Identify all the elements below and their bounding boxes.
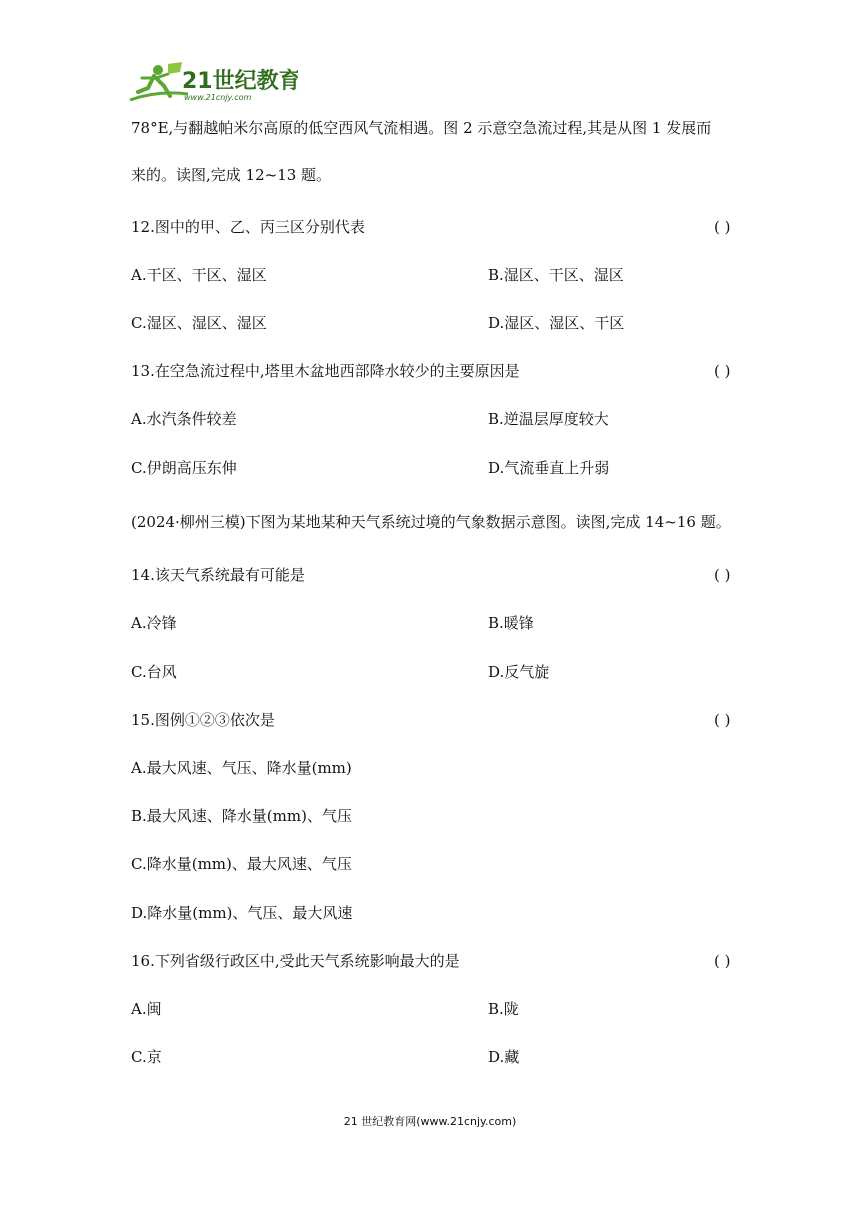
option-a: A.闽 [131,1000,162,1018]
option-b: B.逆温层厚度较大 [488,410,609,428]
option-c: C.台风 [131,663,177,681]
option-d: D.降水量(mm)、气压、最大风速 [131,904,353,922]
svg-text:www.21cnjy.com: www.21cnjy.com [184,93,252,102]
question-stem: 15.图例①②③依次是 [131,711,275,729]
answer-paren: ( ) [714,952,731,970]
option-b: B.最大风速、降水量(mm)、气压 [131,807,352,825]
page-footer: 21 世纪教育网(www.21cnjy.com) [343,1115,517,1128]
question-stem: 16.下列省级行政区中,受此天气系统影响最大的是 [131,952,460,970]
option-a: A.冷锋 [131,614,177,632]
question-stem: 12.图中的甲、乙、丙三区分别代表 [131,218,365,236]
option-d: D.湿区、湿区、干区 [488,314,625,332]
option-d: D.反气旋 [488,663,550,681]
intro-2: (2024·柳州三模)下图为某地某种天气系统过境的气象数据示意图。读图,完成 14~16 题。 [131,513,731,531]
option-a: A.干区、干区、湿区 [131,266,267,284]
intro-line-1: 78°E,与翻越帕米尔高原的低空西风气流相遇。图 2 示意空急流过程,其是从图 1 发展而 [131,119,712,137]
option-c: C.湿区、湿区、湿区 [131,314,267,332]
option-a: A.最大风速、气压、降水量(mm) [131,759,352,777]
site-logo [128,60,298,106]
option-b: B.陇 [488,1000,519,1018]
option-c: C.伊朗高压东伸 [131,459,237,477]
option-c: C.京 [131,1048,162,1066]
option-d: D.藏 [488,1048,520,1066]
answer-paren: ( ) [714,362,731,380]
answer-paren: ( ) [714,566,731,584]
answer-paren: ( ) [714,218,731,236]
question-stem: 13.在空急流过程中,塔里木盆地西部降水较少的主要原因是 [131,362,520,380]
option-d: D.气流垂直上升弱 [488,459,610,477]
option-b: B.暖锋 [488,614,534,632]
option-c: C.降水量(mm)、最大风速、气压 [131,855,352,873]
runner-icon [128,60,298,106]
question-stem: 14.该天气系统最有可能是 [131,566,305,584]
svg-text:21世纪教育: 21世纪教育 [182,69,298,94]
option-b: B.湿区、干区、湿区 [488,266,624,284]
intro-line-2: 来的。读图,完成 12~13 题。 [131,166,332,184]
option-a: A.水汽条件较差 [131,410,237,428]
answer-paren: ( ) [714,711,731,729]
